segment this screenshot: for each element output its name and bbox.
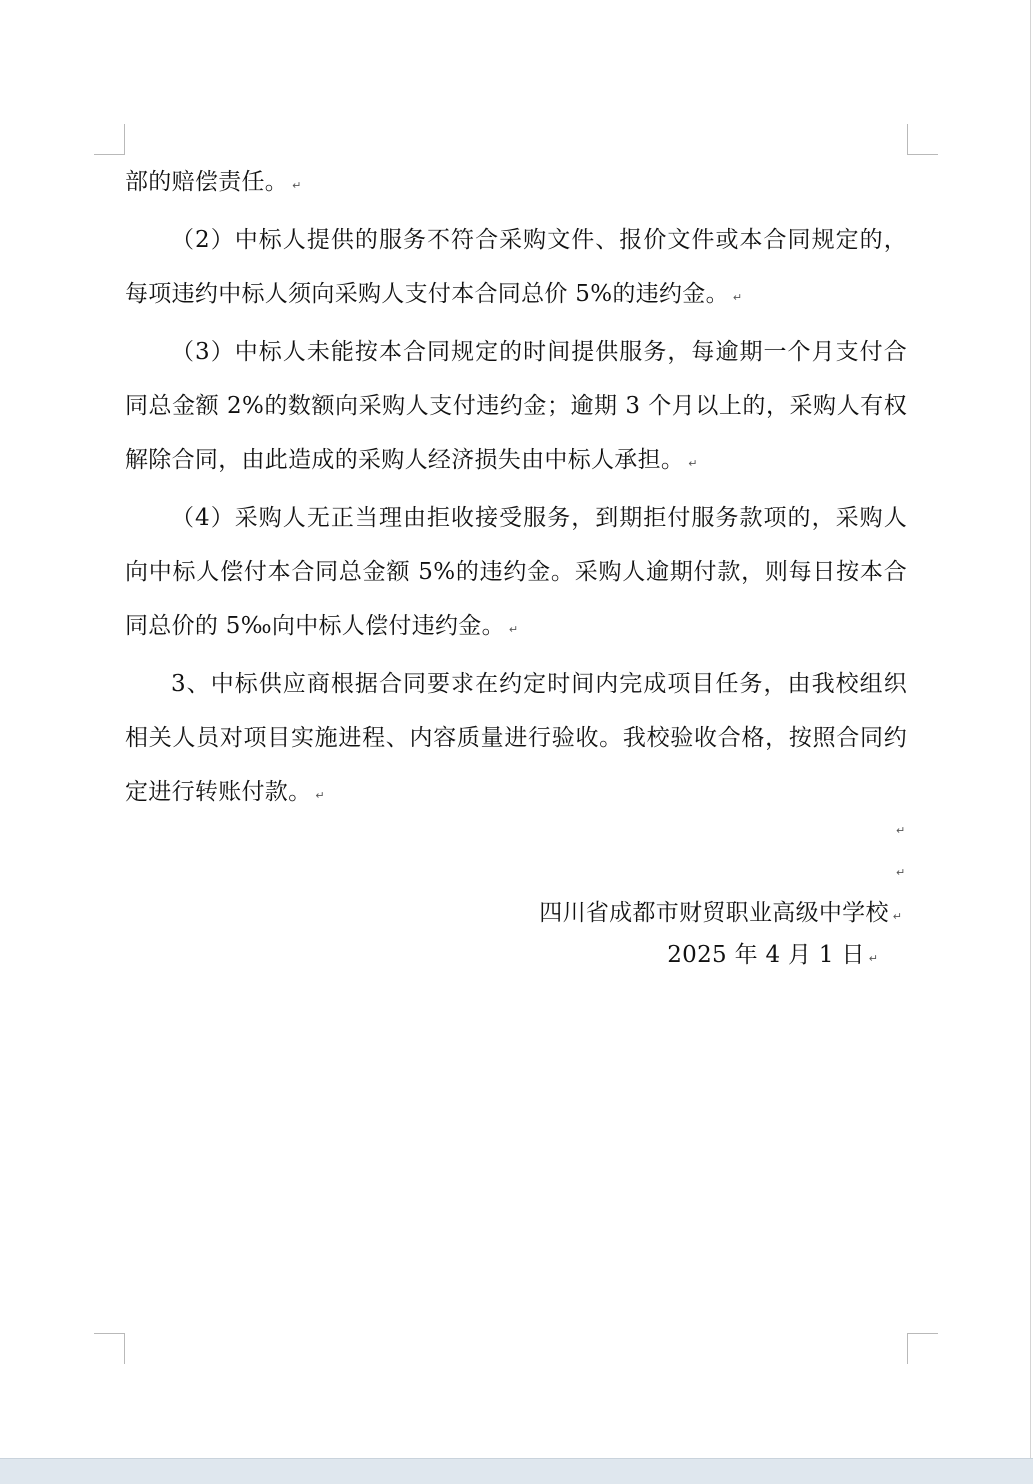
bottom-left-margin-mark (94, 1333, 125, 1364)
paragraph-mark: ↵ (868, 952, 878, 965)
signature-organization: 四川省成都市财贸职业高级中学校 ↵ (539, 900, 902, 926)
paragraph-mark: ↵ (315, 789, 325, 802)
top-right-margin-mark (907, 124, 938, 155)
paragraph-clause-4: （4）采购人无正当理由拒收接受服务，到期拒付服务款项的，采购人向中标人偿付本合同总金额 5%的违约金。采购人逾期付款，则每日按本合同总价的 5‰向中标人偿付违约金。 ↵ (125, 505, 907, 639)
window-bottom-strip (0, 1458, 1033, 1484)
paragraph-mark: ↵ (732, 291, 743, 304)
paragraph-acceptance: 3、中标供应商根据合同要求在约定时间内完成项目任务，由我校组织相关人员对项目实施进程、内容质量进行验收。我校验收合格，按照合同约定进行转账付款。 ↵ (125, 671, 907, 805)
empty-paragraph-mark: ↵ (896, 866, 906, 879)
paragraph-mark: ↵ (688, 457, 698, 470)
paragraph-mark: ↵ (892, 910, 902, 923)
signature-date: 2025 年 4 月 1 日 ↵ (667, 942, 878, 968)
top-left-margin-mark (94, 124, 125, 155)
empty-paragraph-mark: ↵ (896, 824, 906, 837)
paragraph-mark: ↵ (508, 623, 519, 636)
bottom-right-margin-mark (907, 1333, 938, 1364)
paragraph-mark: ↵ (292, 179, 302, 192)
document-body[interactable] (125, 155, 907, 823)
paragraph-clause-3: （3）中标人未能按本合同规定的时间提供服务，每逾期一个月支付合同总金额 2%的数额向采购人支付违约金；逾期 3 个月以上的，采购人有权解除合同，由此造成的采购人经济损失由中标人承担。 ↵ (125, 339, 907, 473)
paragraph-continuation: 部的赔偿责任。 ↵ (125, 169, 302, 195)
paragraph-clause-2: （2）中标人提供的服务不符合采购文件、报价文件或本合同规定的，每项违约中标人须向采购人支付本合同总价 5%的违约金。 ↵ (125, 227, 907, 307)
